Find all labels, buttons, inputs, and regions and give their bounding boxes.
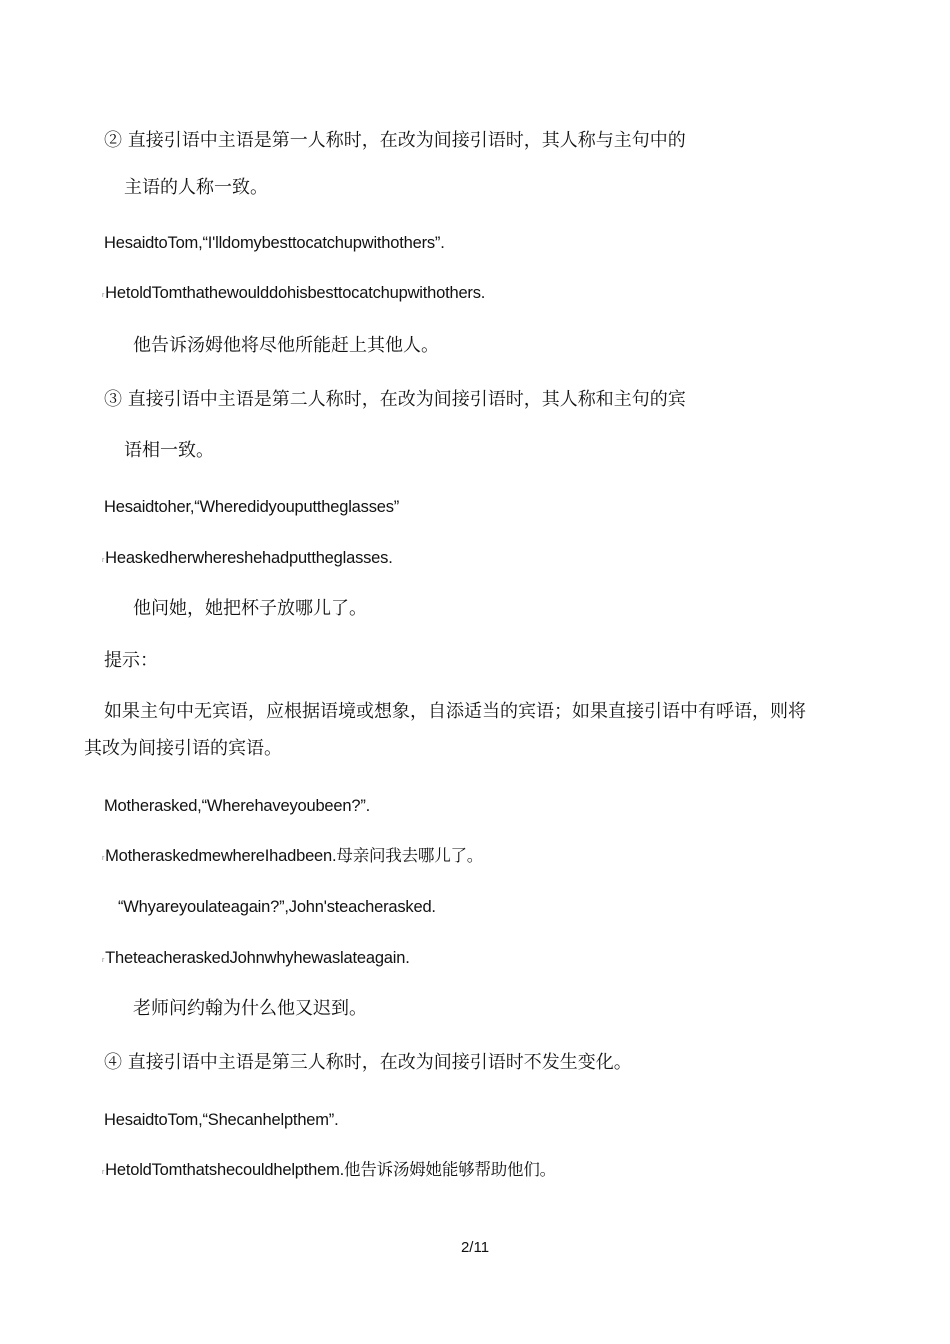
line-marker: r <box>102 557 105 564</box>
rule-4-line-1: ④ 直接引语中主语是第三人称时，在改为间接引语时不发生变化。 <box>104 1052 632 1073</box>
page-number: 2/11 <box>460 1239 490 1256</box>
example-indirect-1: rHetoldTomthathewoulddohisbesttocatchupwithothers. <box>102 284 486 302</box>
example-direct-4: “Whyareyoulateagain?”,John'steacherasked. <box>118 898 436 916</box>
line-marker: r <box>102 292 105 299</box>
tip-text-line-1: 如果主句中无宾语，应根据语境或想象，自添适当的宾语；如果直接引语中有呼语，则将 <box>104 701 806 722</box>
example-indirect-4: rTheteacheraskedJohnwhyhewaslateagain. <box>102 949 410 967</box>
example-indirect-2: rHeaskedherwhereshehadputtheglasses. <box>102 549 393 567</box>
tip-text-line-2: 其改为间接引语的宾语。 <box>84 738 282 759</box>
example-translation-1: 他告诉汤姆他将尽他所能赶上其他人。 <box>133 335 439 356</box>
rule-3-line-1: ③ 直接引语中主语是第二人称时，在改为间接引语时，其人称和主句的宾 <box>104 389 686 410</box>
line-marker: r <box>102 855 105 862</box>
example-direct-1: HesaidtoTom,“I'lldomybesttocatchupwithothers”. <box>104 234 445 252</box>
rule-2-line-1: ② 直接引语中主语是第一人称时，在改为间接引语时，其人称与主句中的 <box>104 130 686 151</box>
example-indirect-3: rMotheraskedmewhereIhadbeen.母亲问我去哪儿了。 <box>102 847 484 865</box>
example-direct-3: Motherasked,“Wherehaveyoubeen?”. <box>104 797 371 815</box>
line-marker: r <box>102 1169 105 1176</box>
example-translation-2: 他问她，她把杯子放哪儿了。 <box>133 598 367 619</box>
rule-3-line-2: 语相一致。 <box>124 440 214 461</box>
example-indirect-5: rHetoldTomthatshecouldhelpthem.他告诉汤姆她能够帮助他们。 <box>102 1161 556 1179</box>
example-direct-2: Hesaidtoher,“Wheredidyouputtheglasses” <box>104 498 400 516</box>
tip-heading: 提示： <box>104 650 158 671</box>
line-marker: r <box>102 957 105 964</box>
example-direct-5: HesaidtoTom,“Shecanhelpthem”. <box>104 1111 339 1129</box>
example-translation-4: 老师问约翰为什么他又迟到。 <box>133 998 367 1019</box>
rule-2-line-2: 主语的人称一致。 <box>124 177 268 198</box>
